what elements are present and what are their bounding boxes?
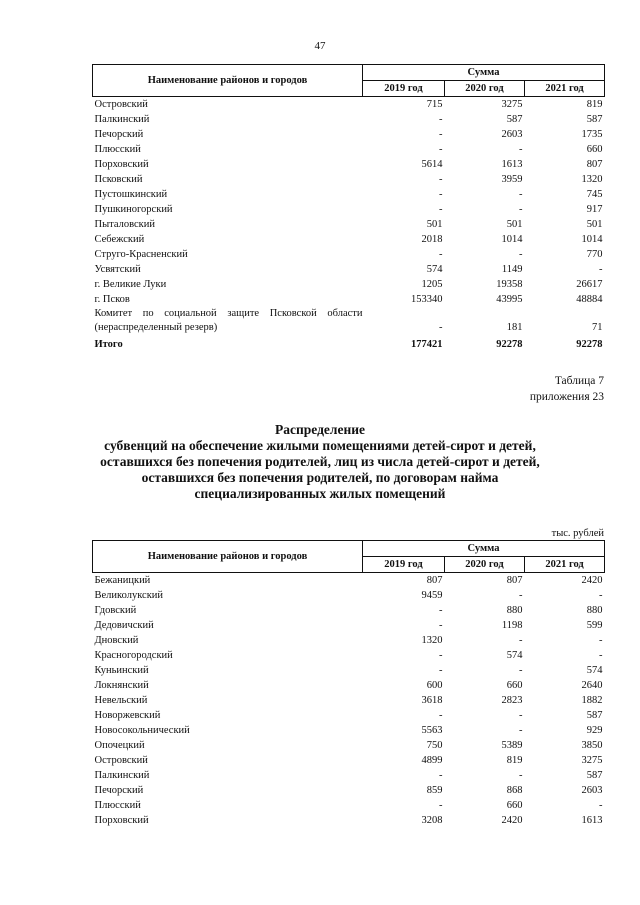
- value-2019-cell: 5563: [421, 725, 443, 736]
- value-2021-cell: 1014: [581, 234, 603, 245]
- district-name-cell: Псковский: [94, 174, 143, 185]
- district-name-cell: Плюсский: [94, 144, 141, 155]
- value-2019-cell: 750: [426, 740, 443, 751]
- heading-line-3: оставшихся без попечения родителей, лиц из числа детей-сирот и детей,: [100, 454, 540, 469]
- value-2019-cell: 177421: [411, 339, 443, 350]
- value-2021-cell: 2640: [581, 680, 603, 691]
- value-2021-cell: 92278: [576, 339, 603, 350]
- appendix-number: приложения 23: [529, 391, 604, 403]
- heading-line-4: оставшихся без попечения родителей, по договорам найма: [141, 470, 499, 485]
- value-2021-cell: 501: [586, 219, 603, 230]
- value-2020-cell: 5389: [501, 740, 523, 751]
- value-2021-cell: 1735: [581, 129, 603, 140]
- table-row: [93, 217, 605, 232]
- table-row: [93, 232, 605, 247]
- value-2019-cell: -: [439, 650, 443, 661]
- value-2019-cell: 9459: [421, 590, 443, 601]
- value-2020-cell: 819: [506, 755, 523, 766]
- value-2019-cell: -: [439, 770, 443, 781]
- table-row: [93, 798, 605, 813]
- value-2019-cell: 807: [426, 575, 443, 586]
- column-header-name: Наименование районов и городов: [93, 541, 363, 573]
- table-row: [93, 813, 605, 828]
- table-row: [93, 633, 605, 648]
- district-name-cell: Порховский: [94, 159, 149, 170]
- table-row: [93, 247, 605, 262]
- value-2021-cell: 819: [586, 99, 603, 110]
- subsidy-table-7: [92, 540, 605, 828]
- value-2021-cell: 917: [586, 204, 603, 215]
- value-2021-cell: 880: [586, 605, 603, 616]
- value-2019-cell: -: [439, 665, 443, 676]
- value-2021-cell: 2603: [581, 785, 603, 796]
- district-name-cell: Дедовичский: [94, 620, 154, 631]
- district-name-cell: Новосокольнический: [94, 725, 190, 736]
- value-2019-cell: 2018: [421, 234, 443, 245]
- heading-line-5: специализированных жилых помещений: [194, 486, 446, 501]
- value-2019-cell: 715: [426, 99, 443, 110]
- district-name-cell: Итого: [94, 339, 123, 350]
- value-2020-cell: -: [519, 770, 523, 781]
- value-2019-cell: 1320: [421, 635, 443, 646]
- value-2021-cell: 1613: [581, 815, 603, 826]
- table-row: [93, 678, 605, 693]
- column-header-sum: Сумма: [363, 541, 605, 557]
- column-header-sum: Сумма: [363, 65, 605, 81]
- value-2020-cell: 501: [506, 219, 523, 230]
- table-row: [93, 307, 605, 335]
- page-number: 47: [314, 40, 326, 52]
- district-name-cell: Палкинский: [94, 770, 150, 781]
- value-2021-cell: 574: [586, 665, 603, 676]
- value-2019-cell: -: [439, 129, 443, 140]
- district-name-cell: Пустошкинский: [94, 189, 168, 200]
- value-2020-cell: 1198: [501, 620, 523, 631]
- value-2019-cell: 1205: [421, 279, 443, 290]
- table-row: [93, 127, 605, 142]
- table-row: [93, 618, 605, 633]
- district-name-cell: Великолукский: [94, 590, 164, 601]
- value-2021-cell: 48884: [576, 294, 603, 305]
- value-2021-cell: 770: [586, 249, 603, 260]
- table-row: [93, 277, 605, 292]
- table-row: [93, 292, 605, 307]
- district-name-cell: г. Псков: [94, 294, 130, 305]
- district-name-cell: Островский: [94, 755, 148, 766]
- district-name-cell: Невельский: [94, 695, 148, 706]
- value-2020-cell: 1014: [501, 234, 523, 245]
- table-row: [93, 202, 605, 217]
- value-2019-cell: 859: [426, 785, 443, 796]
- district-name-cell: Печорский: [94, 129, 144, 140]
- district-name-cell: Усвятский: [94, 264, 141, 275]
- value-2021-cell: 587: [586, 710, 603, 721]
- value-2019-cell: -: [439, 114, 443, 125]
- value-2020-cell: 3959: [501, 174, 523, 185]
- value-2019-cell: -: [439, 189, 443, 200]
- total-row: [93, 335, 605, 352]
- value-2019-cell: 3208: [421, 815, 443, 826]
- value-2021-cell: 807: [586, 159, 603, 170]
- value-2021-cell: -: [599, 264, 603, 275]
- value-2021-cell: -: [599, 650, 603, 661]
- table-row: [93, 97, 605, 113]
- table-row: [93, 753, 605, 768]
- value-2019-cell: -: [439, 144, 443, 155]
- table-row: [93, 187, 605, 202]
- value-2021-cell: 929: [586, 725, 603, 736]
- value-2021-cell: 745: [586, 189, 603, 200]
- table-row: [93, 157, 605, 172]
- value-2021-cell: 660: [586, 144, 603, 155]
- table-row: [93, 588, 605, 603]
- value-2019-cell: 574: [426, 264, 443, 275]
- column-header-2020: 2020 год: [445, 81, 525, 97]
- value-2020-cell: -: [519, 204, 523, 215]
- column-header-2019: 2019 год: [363, 81, 445, 97]
- table-row: [93, 112, 605, 127]
- value-2020-cell: 660: [506, 680, 523, 691]
- column-header-2019: 2019 год: [363, 557, 445, 573]
- value-2021-cell: 2420: [581, 575, 603, 586]
- table-row: [93, 693, 605, 708]
- value-2020-cell: 92278: [496, 339, 523, 350]
- value-2020-cell: 1613: [501, 159, 523, 170]
- table-row: [93, 783, 605, 798]
- value-2020-cell: 3275: [501, 99, 523, 110]
- value-2020-cell: -: [519, 710, 523, 721]
- table-row: [93, 573, 605, 589]
- value-2020-cell: -: [519, 189, 523, 200]
- value-2021-cell: -: [599, 590, 603, 601]
- value-2020-cell: 868: [506, 785, 523, 796]
- value-2019-cell: 5614: [421, 159, 443, 170]
- district-name-cell: Плюсский: [94, 800, 141, 811]
- value-2019-cell: 501: [426, 219, 443, 230]
- district-name-cell: г. Великие Луки: [94, 279, 167, 290]
- value-2020-cell: 587: [506, 114, 523, 125]
- value-2021-cell: 26617: [576, 279, 603, 290]
- table-row: [93, 142, 605, 157]
- value-2020-cell: -: [519, 635, 523, 646]
- value-2020-cell: -: [519, 665, 523, 676]
- value-2019-cell: -: [439, 249, 443, 260]
- table-row: [93, 648, 605, 663]
- value-2019-cell: 3618: [421, 695, 443, 706]
- value-2021-cell: 1882: [581, 695, 603, 706]
- value-2019-cell: 153340: [411, 294, 443, 305]
- district-name-cell: Комитет по социальной защите Псковской области (нераспределенный резерв): [94, 308, 363, 333]
- district-name-cell: Себежский: [94, 234, 145, 245]
- value-2019-cell: -: [439, 204, 443, 215]
- heading-line-1: Распределение: [274, 422, 366, 437]
- value-2019-cell: -: [439, 620, 443, 631]
- value-2020-cell: 574: [506, 650, 523, 661]
- table-heading: [80, 422, 560, 502]
- column-header-2020: 2020 год: [445, 557, 525, 573]
- value-2020-cell: -: [519, 249, 523, 260]
- district-name-cell: Опочецкий: [94, 740, 145, 751]
- value-2021-cell: -: [599, 800, 603, 811]
- value-2020-cell: 2420: [501, 815, 523, 826]
- value-2021-cell: 587: [586, 114, 603, 125]
- table-row: [93, 738, 605, 753]
- district-name-cell: Бежаницкий: [94, 575, 151, 586]
- value-2020-cell: -: [519, 144, 523, 155]
- value-2021-cell: -: [599, 635, 603, 646]
- column-header-name: Наименование районов и городов: [93, 65, 363, 97]
- value-2019-cell: -: [439, 322, 443, 333]
- table-row: [93, 172, 605, 187]
- column-header-2021: 2021 год: [525, 81, 605, 97]
- subsidy-table-continued: [92, 64, 605, 352]
- value-2020-cell: 181: [506, 322, 523, 333]
- heading-line-2: субвенций на обеспечение жилыми помещениями детей-сирот и детей,: [104, 438, 536, 453]
- district-name-cell: Порховский: [94, 815, 149, 826]
- table-row: [93, 663, 605, 678]
- value-2020-cell: 880: [506, 605, 523, 616]
- district-name-cell: Пыталовский: [94, 219, 155, 230]
- value-2020-cell: 19358: [496, 279, 523, 290]
- value-2020-cell: 2823: [501, 695, 523, 706]
- value-2020-cell: 1149: [501, 264, 523, 275]
- value-2020-cell: -: [519, 725, 523, 736]
- district-name-cell: Дновский: [94, 635, 139, 646]
- value-2021-cell: 587: [586, 770, 603, 781]
- district-name-cell: Новоржевский: [94, 710, 161, 721]
- table-label: [530, 373, 604, 405]
- table-row: [93, 708, 605, 723]
- value-2019-cell: -: [439, 174, 443, 185]
- value-2020-cell: -: [519, 590, 523, 601]
- district-name-cell: Гдовский: [94, 605, 137, 616]
- value-2019-cell: -: [439, 710, 443, 721]
- district-name-cell: Куньинский: [94, 665, 149, 676]
- district-name-cell: Красногородский: [94, 650, 173, 661]
- table-row: [93, 603, 605, 618]
- district-name-cell: Палкинский: [94, 114, 150, 125]
- district-name-cell: Островский: [94, 99, 148, 110]
- table-row: [93, 768, 605, 783]
- value-2021-cell: 71: [592, 322, 603, 333]
- value-2021-cell: 1320: [581, 174, 603, 185]
- units-label: тыс. рублей: [551, 528, 604, 539]
- value-2021-cell: 3850: [581, 740, 603, 751]
- value-2020-cell: 660: [506, 800, 523, 811]
- value-2021-cell: 599: [586, 620, 603, 631]
- table-row: [93, 262, 605, 277]
- column-header-2021: 2021 год: [525, 557, 605, 573]
- value-2020-cell: 807: [506, 575, 523, 586]
- value-2019-cell: -: [439, 800, 443, 811]
- value-2019-cell: 600: [426, 680, 443, 691]
- value-2019-cell: 4899: [421, 755, 443, 766]
- table-row: [93, 723, 605, 738]
- value-2020-cell: 2603: [501, 129, 523, 140]
- table-number: Таблица 7: [554, 375, 604, 387]
- district-name-cell: Пушкиногорский: [94, 204, 173, 215]
- value-2020-cell: 43995: [496, 294, 523, 305]
- value-2021-cell: 3275: [581, 755, 603, 766]
- district-name-cell: Печорский: [94, 785, 144, 796]
- district-name-cell: Струго-Красненский: [94, 249, 188, 260]
- value-2019-cell: -: [439, 605, 443, 616]
- district-name-cell: Локнянский: [94, 680, 149, 691]
